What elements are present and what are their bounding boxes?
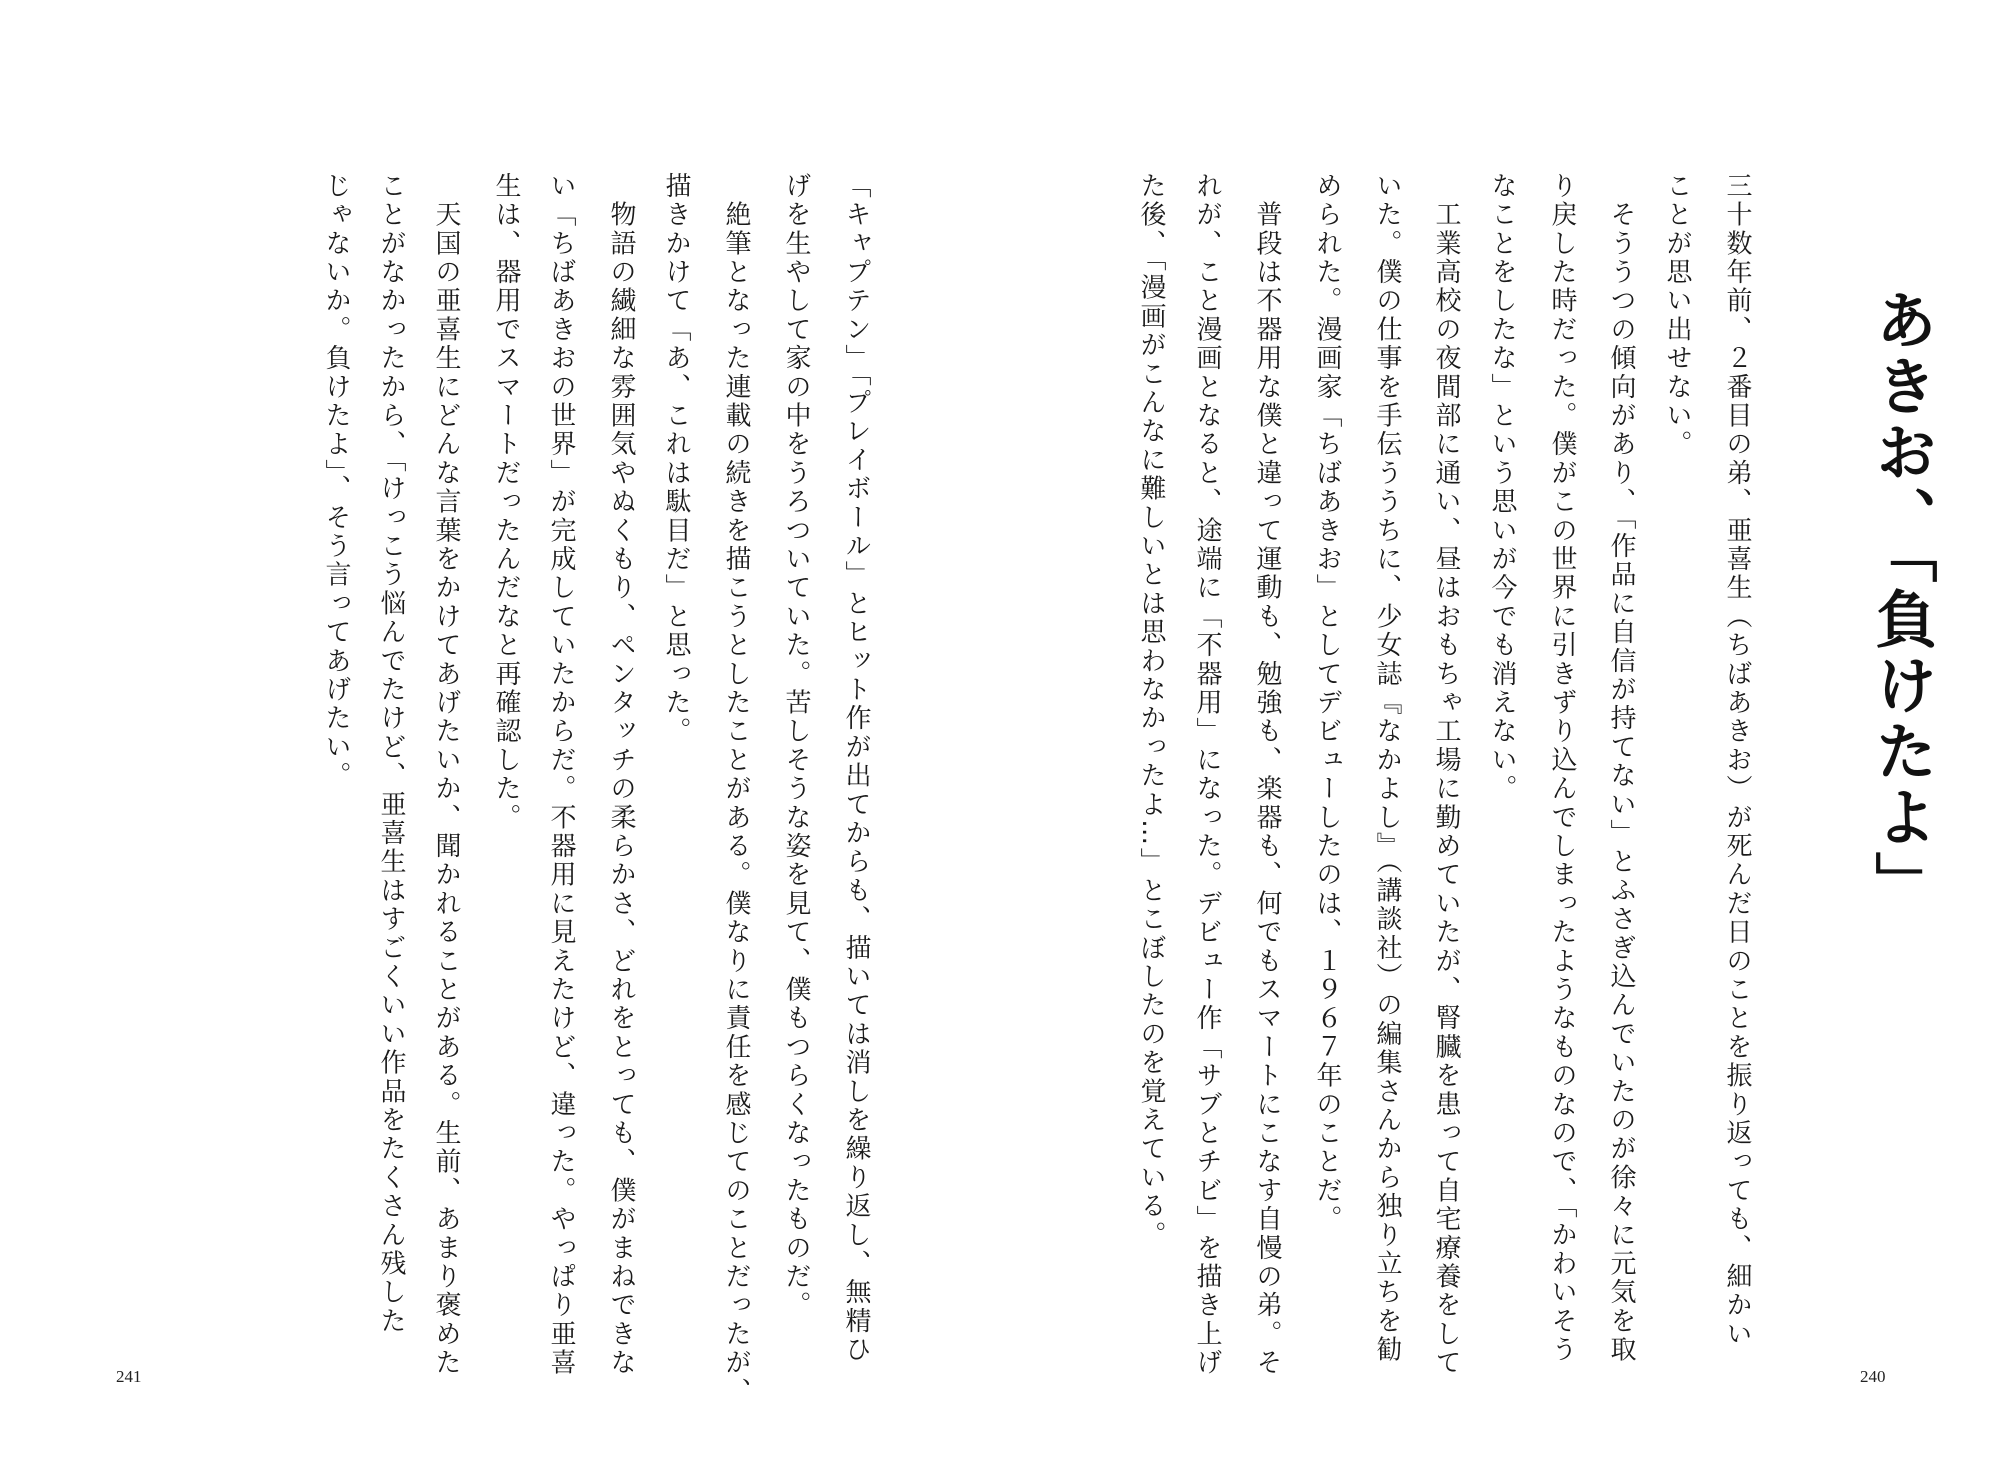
text-column: 生は、器用でスマートだったんだなと再確認した。 — [491, 172, 521, 833]
text-column: げを生やして家の中をうろついていた。苦しそうな姿を見て、僕もつらくなったものだ。 — [781, 172, 811, 1320]
page-number: 240 — [1860, 1367, 1886, 1386]
text-column: 物語の繊細な雰囲気やぬくもり、ペンタッチの柔らかさ、どれをとっても、僕がまねできな — [606, 172, 636, 1378]
text-column: ことが思い出せない。 — [1662, 172, 1692, 459]
text-column: れが、こと漫画となると、途端に「不器用」になった。デビュー作「サブとチビ」を描き上げ — [1192, 172, 1222, 1378]
text-column: じゃないか。負けたよ」、そう言ってあげたい。 — [321, 172, 351, 791]
text-column: なことをしたな」という思いが今でも消えない。 — [1487, 172, 1517, 804]
text-column: ことがなかったから、「けっこう悩んでたけど、亜喜生はすごくいい作品をたくさん残した — [376, 172, 406, 1336]
text-column: 描きかけて「あ、これは駄目だ」と思った。 — [661, 172, 691, 746]
text-column: められた。漫画家「ちばあきお」としてデビューしたのは、１９６７年のことだ。 — [1312, 172, 1342, 1234]
text-column: そううつの傾向があり、「作品に自信が持てない」とふさぎ込んでいたのが徐々に元気を取 — [1606, 172, 1636, 1365]
text-column: 絶筆となった連載の続きを描こうとしたことがある。僕なりに責任を感じてのことだったが、 — [721, 172, 751, 1407]
text-column: い「ちばあきおの世界」が完成していたからだ。不器用に見えたけど、違った。やっぱり亜喜 — [546, 172, 576, 1378]
chapter-title: あきお、「負けたよ」 — [1865, 288, 1938, 917]
text-column: 普段は不器用な僕と違って運動も、勉強も、楽器も、何でもスマートにこなす自慢の弟。そ — [1252, 172, 1282, 1378]
page-number: 241 — [116, 1367, 142, 1386]
text-column: いた。僕の仕事を手伝ううちに、少女誌『なかよし』（講談社）の編集さんから独り立ちを勧 — [1372, 172, 1402, 1365]
text-column: り戻した時だった。僕がこの世界に引きずり込んでしまったようなものなので、「かわいそう — [1547, 172, 1577, 1365]
text-column: 三十数年前、２番目の弟、亜喜生（ちばあきお）が死んだ日のことを振り返っても、細かい — [1722, 172, 1752, 1349]
text-column: 天国の亜喜生にどんな言葉をかけてあげたいか、聞かれることがある。生前、あまり褒めた — [431, 172, 461, 1378]
text-column: 工業高校の夜間部に通い、昼はおもちゃ工場に勤めていたが、腎臓を患って自宅療養をして — [1431, 172, 1461, 1378]
right-page — [1000, 0, 2000, 1473]
text-column: た後、「漫画がこんなに難しいとは思わなかったよ…」とこぼしたのを覚えている。 — [1136, 172, 1166, 1250]
text-column: 「キャプテン」「プレイボール」とヒット作が出てからも、描いては消しを繰り返し、無精ひ — [841, 172, 871, 1365]
